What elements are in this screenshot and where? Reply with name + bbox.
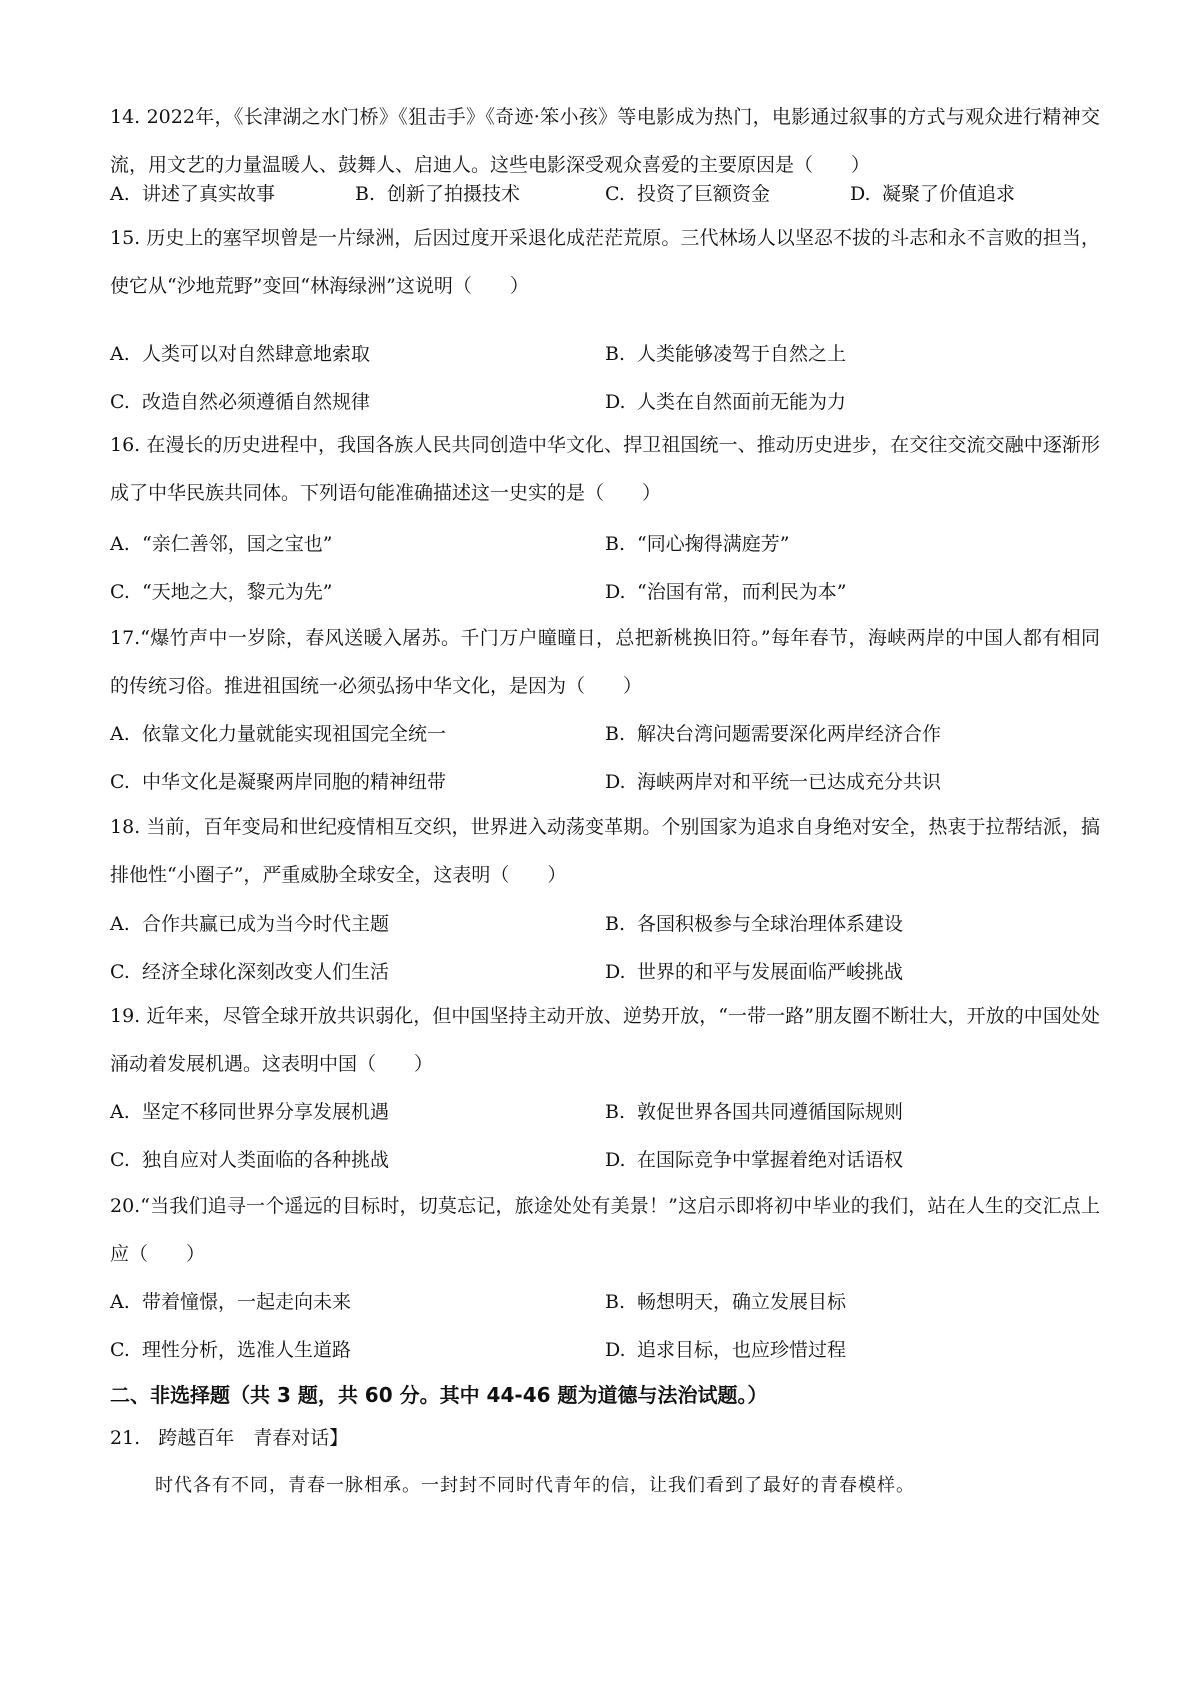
option-text: 坚定不移同世界分享发展机遇 [142,1101,390,1123]
option-key: D. [605,771,626,793]
option-key: C. [110,771,130,793]
question-14-stem: 14. 2022年，《长津湖之水门桥》《狙击手》《奇迹·笨小孩》等电影成为热门，电影通过叙事的方式与观众进行精神交流，用文艺的力量温暖人、鼓舞人、启迪人。这些电影深受观众喜爱的主要原因是（ ） [110,106,1100,176]
option-key: A. [110,533,130,555]
option-text: “天地之大，黎元为先” [142,581,333,603]
question-18-option-a [110,912,389,936]
option-text: 解决台湾问题需要深化两岸经济合作 [637,723,942,745]
question-19-option-d [605,1148,903,1172]
section-heading: 二、非选择题（共 3 题，共 60 分。其中 44-46 题为道德与法治试题。） [110,1383,768,1407]
question-16-option-c [110,580,332,604]
question-17-option-a [110,722,446,746]
option-text: 人类可以对自然肆意地索取 [142,343,371,365]
option-key: C. [110,1339,130,1361]
option-text: 人类能够凌驾于自然之上 [637,343,847,365]
question-15-stem: 15. 历史上的塞罕坝曾是一片绿洲，后因过度开采退化成茫茫荒原。三代林场人以坚忍不拔的斗志和永不言败的担当，使它从“沙地荒野”变回“林海绿洲”这说明（ ） [110,227,1100,297]
option-key: C. [110,961,130,983]
question-18-option-b [605,912,903,936]
question-17-option-d [605,770,941,794]
option-text: 世界的和平与发展面临严峻挑战 [637,961,904,983]
question-21-heading [110,1426,366,1450]
option-key: D. [605,1339,626,1361]
question-20-option-c [110,1338,351,1362]
question-17-stem: 17.“爆竹声中一岁除，春风送暖入屠苏。千门万户曈曈日，总把新桃换旧符。”每年春节，海峡两岸的中国人都有相同的传统习俗。推进祖国统一必须弘扬中华文化，是因为（ ） [110,627,1100,697]
option-text: 理性分析，选准人生道路 [142,1339,352,1361]
question-18-option-c [110,960,389,984]
question-19-option-c [110,1148,389,1172]
option-text: 人类在自然面前无能为力 [637,391,847,413]
question-16-option-d [605,580,846,604]
option-key: B. [355,183,376,205]
question-15-option-a [110,342,370,366]
question-18-stem: 18. 当前，百年变局和世纪疫情相互交织，世界进入动荡变革期。个别国家为追求自身绝对安全，热衷于拉帮结派，搞排他性“小圈子”，严重威胁全球安全，这表明（ ） [110,816,1100,886]
option-text: 海峡两岸对和平统一已达成充分共识 [637,771,942,793]
option-text: “同心掬得满庭芳” [637,533,790,555]
question-16-option-b [605,532,789,556]
question-20-option-a [110,1290,351,1314]
option-text: 依靠文化力量就能实现祖国完全统一 [142,723,447,745]
option-key: A. [110,1101,130,1123]
question-15-option-d [605,390,846,414]
question-number: 21. [110,1427,141,1449]
option-text: 投资了巨额资金 [637,183,771,205]
option-text: 独自应对人类面临的各种挑战 [142,1149,390,1171]
question-19-option-a [110,1100,389,1124]
option-text: 中华文化是凝聚两岸同胞的精神纽带 [142,771,447,793]
option-key: A. [110,343,130,365]
question-15-option-c [110,390,370,414]
question-17-option-c [110,770,446,794]
option-text: “亲仁善邻，国之宝也” [142,533,333,555]
question-16-option-a [110,532,332,556]
option-key: D. [605,1149,626,1171]
option-text: 追求目标，也应珍惜过程 [637,1339,847,1361]
option-key: B. [605,533,626,555]
option-text: 各国积极参与全球治理体系建设 [637,913,904,935]
option-key: D. [605,391,626,413]
question-16-stem: 16. 在漫长的历史进程中，我国各族人民共同创造中华文化、捍卫祖国统一、推动历史进步，在交往交流交融中逐渐形成了中华民族共同体。下列语句能准确描述这一史实的是（ ） [110,434,1100,504]
option-key: A. [110,1291,130,1313]
question-20-option-d [605,1338,846,1362]
option-text: 带着憧憬，一起走向未来 [142,1291,352,1313]
option-text: 讲述了真实故事 [142,183,276,205]
option-key: B. [605,723,626,745]
option-text: “治国有常，而利民为本” [637,581,847,603]
option-key: D. [605,581,626,603]
option-key: B. [605,1291,626,1313]
option-key: A. [110,183,130,205]
option-key: C. [110,581,130,603]
question-17-option-b [605,722,941,746]
option-key: C. [110,1149,130,1171]
option-key: C. [605,183,625,205]
question-18-option-d [605,960,903,984]
option-key: C. [110,391,130,413]
option-text: 凝聚了价值追求 [882,183,1016,205]
option-key: A. [110,913,130,935]
question-title: 跨越百年 青春对话】 [158,1427,349,1449]
option-text: 敦促世界各国共同遵循国际规则 [637,1101,904,1123]
question-14-option-c [605,182,770,206]
option-key: A. [110,723,130,745]
question-14-option-b [355,182,520,206]
option-text: 经济全球化深刻改变人们生活 [142,961,390,983]
option-text: 改造自然必须遵循自然规律 [142,391,371,413]
option-text: 合作共赢已成为当今时代主题 [142,913,390,935]
question-20-stem: 20.“当我们追寻一个遥远的目标时，切莫忘记，旅途处处有美景！”这启示即将初中毕业的我们，站在人生的交汇点上应（ ） [110,1195,1100,1265]
option-text: 在国际竞争中掌握着绝对话语权 [637,1149,904,1171]
option-key: B. [605,913,626,935]
option-text: 畅想明天，确立发展目标 [637,1291,847,1313]
option-key: B. [605,1101,626,1123]
option-text: 创新了拍摄技术 [387,183,521,205]
question-14-option-d [850,182,1015,206]
question-20-option-b [605,1290,846,1314]
question-19-option-b [605,1100,903,1124]
option-key: B. [605,343,626,365]
question-21-passage: 时代各有不同，青春一脉相承。一封封不同时代青年的信，让我们看到了最好的青春模样。 [155,1475,915,1496]
option-key: D. [850,183,871,205]
question-14-option-a [110,182,275,206]
question-15-option-b [605,342,846,366]
question-19-stem: 19. 近年来，尽管全球开放共识弱化，但中国坚持主动开放、逆势开放，“一带一路”朋友圈不断壮大，开放的中国处处涌动着发展机遇。这表明中国（ ） [110,1005,1100,1075]
option-key: D. [605,961,626,983]
